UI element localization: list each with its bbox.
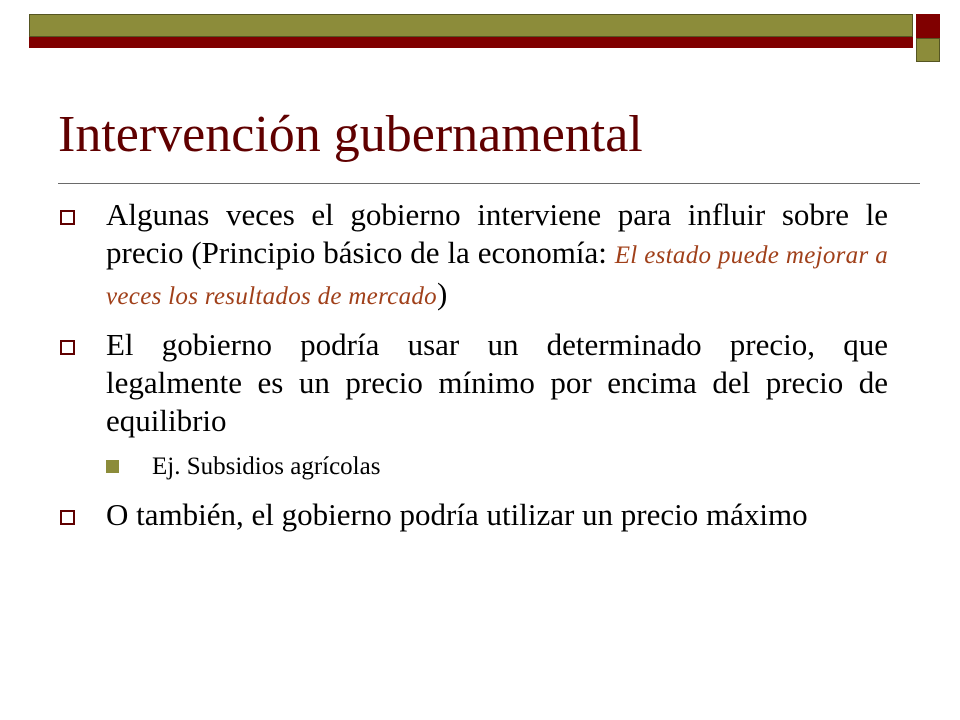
- hollow-square-bullet-icon: [60, 210, 75, 225]
- header-bar-maroon-stripe: [29, 37, 913, 48]
- slide-body: [58, 196, 888, 544]
- bullet-text: [106, 196, 888, 316]
- hollow-square-bullet-icon: [60, 510, 75, 525]
- header-maroon-square: [916, 14, 940, 38]
- bullet-text-tail: ): [436, 276, 448, 311]
- sub-bullet-item: [58, 450, 888, 484]
- header-bar-olive-stripe: [29, 14, 913, 37]
- bullet-item: [58, 196, 888, 316]
- header-decorative-bar: [29, 14, 913, 48]
- slide-title: Intervención gubernamental: [58, 106, 643, 163]
- bullet-text: El gobierno podría usar un determinado precio, que legalmente es un precio mínimo por encima del precio de equilibrio: [106, 327, 888, 438]
- filled-square-bullet-icon: [106, 460, 119, 473]
- bullet-text-main: Algunas veces el gobierno interviene para influir sobre le precio (Principio básico de la economía:: [106, 197, 888, 270]
- sub-bullet-text: Ej. Subsidios agrícolas: [152, 453, 381, 480]
- bullet-item: [58, 496, 888, 534]
- title-divider: [58, 183, 920, 184]
- emphasis-text: El estado puede mejorar a veces los resultados de mercado: [106, 242, 889, 310]
- bullet-item: [58, 326, 888, 440]
- bullet-text: O también, el gobierno podría utilizar un precio máximo: [106, 497, 808, 532]
- hollow-square-bullet-icon: [60, 340, 75, 355]
- header-olive-square: [916, 38, 940, 62]
